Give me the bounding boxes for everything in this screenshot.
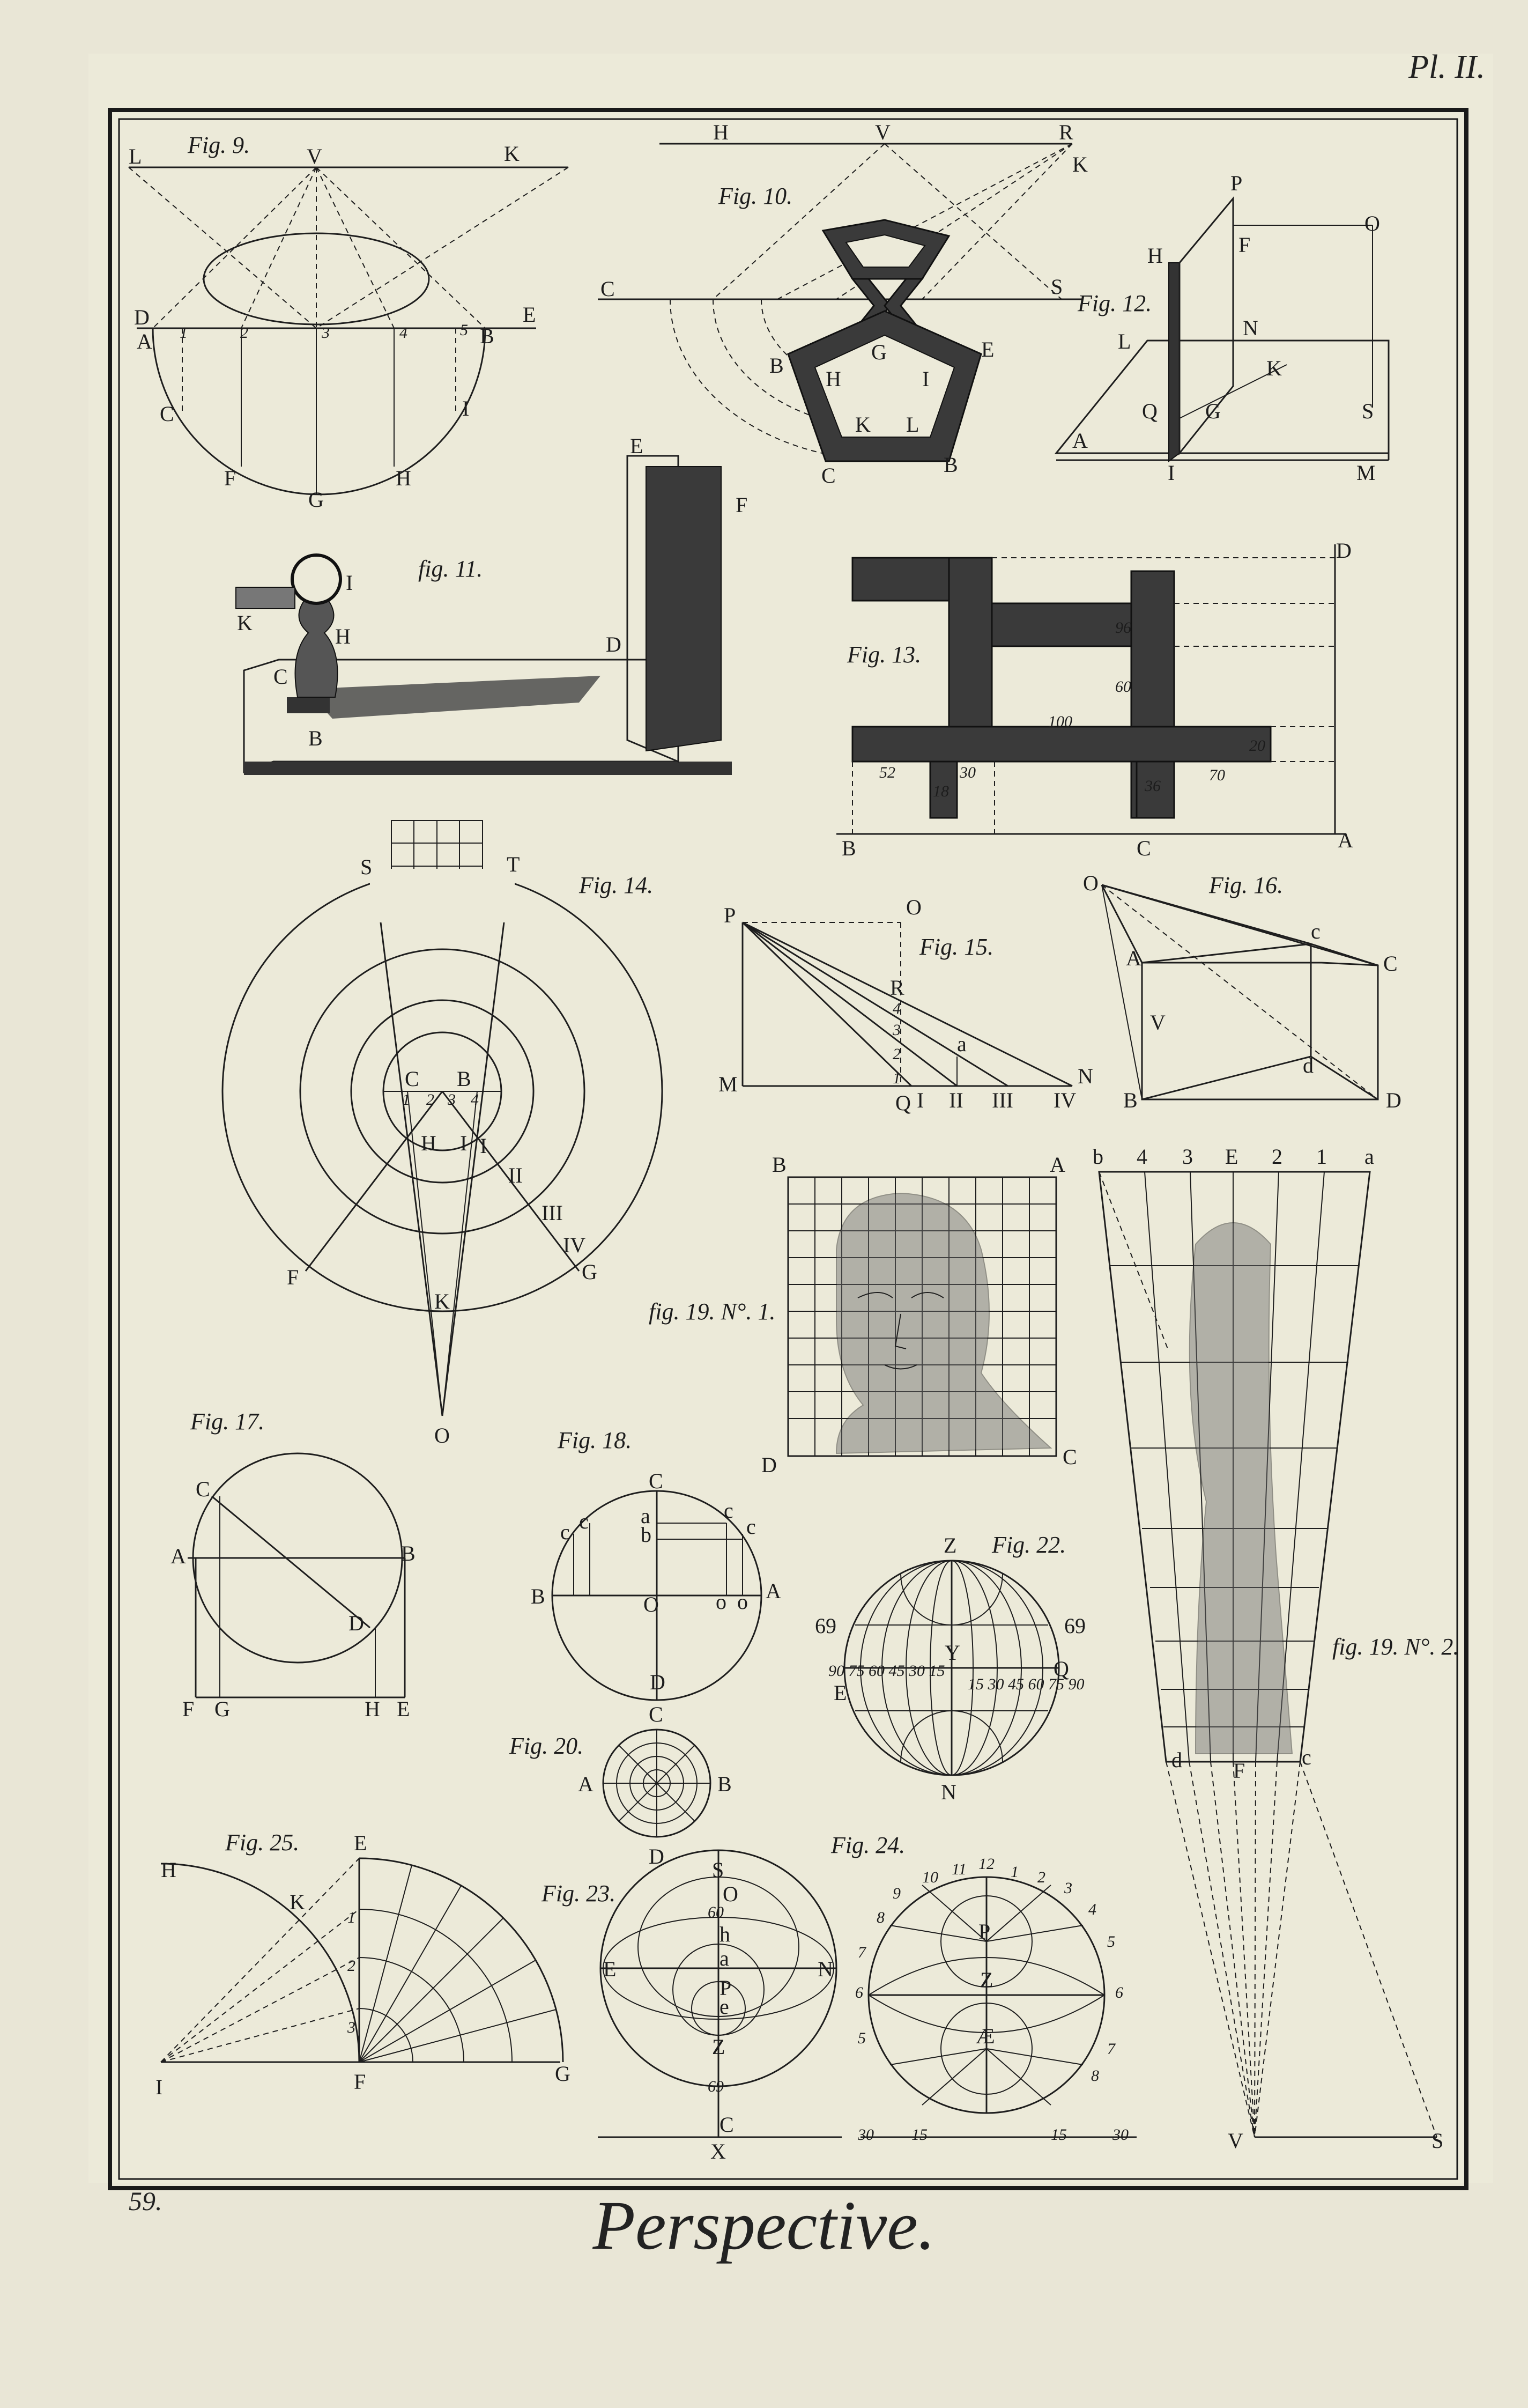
fig23-label-X: X <box>710 2139 726 2163</box>
fig23-label-a: a <box>720 1946 729 1970</box>
svg-text:15: 15 <box>1051 2126 1067 2144</box>
svg-text:30: 30 <box>858 2126 874 2144</box>
fig15-label-a: a <box>957 1032 967 1056</box>
fig16-label-d: d <box>1303 1053 1314 1077</box>
fig19b-label-d: d <box>1171 1748 1182 1772</box>
fig14-label-T: T <box>507 852 520 876</box>
fig12-label-S: S <box>1362 399 1374 423</box>
fig23-label-Z: Z <box>712 2035 725 2059</box>
fig11-label-D: D <box>606 632 621 656</box>
svg-text:4: 4 <box>1088 1901 1096 1918</box>
fig12-label-L: L <box>1118 329 1131 353</box>
fig18-label-o2: o <box>737 1590 748 1614</box>
fig-11-caption: fig. 11. <box>418 556 483 582</box>
fig10-label-R: R <box>1059 120 1073 144</box>
fig20-label-C: C <box>649 1702 663 1726</box>
fig11-label-E: E <box>630 434 643 458</box>
fig9-label-L: L <box>129 144 142 168</box>
fig-25-caption: Fig. 25. <box>225 1829 300 1856</box>
fig19b-label-S: S <box>1431 2129 1444 2153</box>
fig14-label-III: III <box>542 1201 563 1225</box>
fig22-label-69a: 69 <box>815 1614 836 1638</box>
fig10-label-B: B <box>769 353 784 378</box>
fig13-dim-96: 96 <box>1115 619 1131 637</box>
svg-text:4: 4 <box>893 1000 901 1017</box>
fig17-label-A: A <box>170 1544 186 1568</box>
fig12-label-F: F <box>1238 233 1251 257</box>
fig10-label-I: I <box>922 367 930 391</box>
fig9-label-C: C <box>160 402 174 426</box>
fig22-label-N: N <box>941 1780 956 1804</box>
fig10-label-C: C <box>600 277 615 301</box>
fig18-label-O: O <box>643 1592 659 1616</box>
fig18-label-c4: c <box>746 1515 756 1539</box>
fig15-label-M: M <box>718 1072 738 1096</box>
fig13-dim-60: 60 <box>1115 678 1131 696</box>
fig16-label-c: c <box>1311 919 1321 943</box>
fig-19-n2-caption: fig. 19. N°. 2. <box>1332 1634 1459 1660</box>
fig15-label-III: III <box>992 1088 1013 1112</box>
svg-text:6: 6 <box>855 1984 863 2001</box>
fig13-dim-20: 20 <box>1249 737 1265 755</box>
fig14-label-K: K <box>434 1289 450 1313</box>
fig19b-label-F: F <box>1233 1759 1245 1783</box>
fig9-label-E: E <box>523 302 536 327</box>
svg-text:3: 3 <box>322 324 330 342</box>
fig13-dim-18: 18 <box>933 782 949 800</box>
fig23-label-O: O <box>723 1882 738 1906</box>
svg-text:5: 5 <box>460 321 468 339</box>
fig9-label-G: G <box>308 487 324 512</box>
svg-text:7: 7 <box>1107 2040 1115 2058</box>
fig15-label-O: O <box>906 895 922 919</box>
fig14-label-I2: I <box>480 1134 487 1158</box>
svg-text:1: 1 <box>180 324 188 342</box>
fig-16-caption: Fig. 16. <box>1209 872 1284 898</box>
fig14-label-IV: IV <box>563 1233 586 1257</box>
fig22-label-Y: Y <box>945 1641 960 1665</box>
fig17-label-H: H <box>365 1697 380 1721</box>
fig9-label-I: I <box>462 396 470 420</box>
fig24-label-P: P <box>978 1919 991 1944</box>
fig23-label-N: N <box>818 1957 833 1981</box>
fig15-label-Q: Q <box>895 1091 911 1115</box>
fig14-label-I: I <box>460 1131 468 1155</box>
fig-13-caption: Fig. 13. <box>847 641 922 668</box>
fig11-label-F: F <box>736 493 748 517</box>
fig17-label-G: G <box>214 1697 230 1721</box>
fig10-label-E: E <box>981 337 995 361</box>
fig9-label-D: D <box>134 305 150 329</box>
fig13-label-A: A <box>1338 828 1353 852</box>
fig18-label-c3: c <box>724 1498 733 1523</box>
fig23-label-P: P <box>720 1976 732 2000</box>
svg-text:15 30 45 60 75 90: 15 30 45 60 75 90 <box>968 1675 1085 1693</box>
svg-text:6: 6 <box>1115 1984 1123 2001</box>
fig25-label-H: H <box>161 1858 176 1882</box>
fig14-label-F: F <box>287 1265 299 1289</box>
fig19b-label-V: V <box>1228 2129 1243 2153</box>
fig25-label-K: K <box>290 1890 305 1914</box>
fig25-label-E: E <box>354 1831 367 1855</box>
svg-text:3: 3 <box>893 1021 901 1039</box>
fig11-label-K: K <box>237 611 253 635</box>
fig19a-label-D: D <box>761 1453 777 1477</box>
fig22-label-69b: 69 <box>1064 1614 1086 1638</box>
svg-text:E: E <box>1225 1144 1238 1169</box>
svg-text:1: 1 <box>1316 1144 1327 1169</box>
svg-text:2: 2 <box>1272 1144 1282 1169</box>
fig22-label-Z: Z <box>944 1533 957 1557</box>
fig11-label-B: B <box>308 726 323 750</box>
fig17-label-E: E <box>397 1697 410 1721</box>
svg-text:8: 8 <box>1091 2067 1099 2085</box>
plate-number: Pl. II. <box>1408 49 1485 85</box>
fig20-label-D: D <box>649 1844 664 1868</box>
fig10-label-V: V <box>875 120 891 144</box>
fig23-label-h: h <box>720 1922 730 1946</box>
fig10-label-B2: B <box>944 453 958 477</box>
fig14-label-H: H <box>421 1131 436 1155</box>
fig-19-n1-caption: fig. 19. N°. 1. <box>649 1298 776 1325</box>
svg-text:2: 2 <box>426 1091 434 1109</box>
fig15-label-P: P <box>724 903 736 927</box>
fig19b-label-b: b <box>1093 1144 1103 1169</box>
fig15-label-N: N <box>1078 1064 1093 1088</box>
fig13-dim-36: 36 <box>1145 777 1161 795</box>
fig15-label-I: I <box>917 1088 924 1112</box>
fig12-label-H: H <box>1147 243 1163 268</box>
fig23-label-E: E <box>603 1957 617 1981</box>
fig13-label-D: D <box>1336 538 1352 563</box>
svg-text:1: 1 <box>347 1909 355 1926</box>
fig25-label-F: F <box>354 2070 366 2094</box>
fig-18-caption: Fig. 18. <box>558 1427 632 1453</box>
fig18-label-A: A <box>766 1579 781 1603</box>
fig-22-caption: Fig. 22. <box>992 1532 1066 1558</box>
fig16-label-D: D <box>1386 1088 1401 1112</box>
fig14-label-G: G <box>582 1260 597 1284</box>
fig12-label-I: I <box>1168 461 1175 485</box>
fig23-label-C: C <box>720 2112 734 2137</box>
svg-text:2: 2 <box>347 1957 355 1975</box>
fig16-label-C: C <box>1383 951 1398 976</box>
svg-text:11: 11 <box>952 1860 967 1878</box>
fig22-label-E: E <box>834 1681 847 1705</box>
fig25-label-I: I <box>155 2075 163 2099</box>
fig22-label-Q: Q <box>1054 1657 1069 1681</box>
svg-text:7: 7 <box>858 1944 866 1961</box>
fig18-label-c1: c <box>560 1520 570 1544</box>
fig16-label-V: V <box>1150 1010 1166 1035</box>
fig20-label-B: B <box>717 1772 732 1796</box>
svg-text:10: 10 <box>922 1868 938 1886</box>
fig18-label-o1: o <box>716 1590 726 1614</box>
svg-text:5: 5 <box>858 2029 866 2047</box>
svg-text:69: 69 <box>708 2078 724 2095</box>
fig14-label-II: II <box>508 1163 523 1187</box>
fig11-label-C: C <box>273 664 288 689</box>
fig10-label-H: H <box>713 120 729 144</box>
fig11-label-H: H <box>335 624 351 648</box>
fig12-label-K: K <box>1266 356 1282 380</box>
fig15-label-R: R <box>890 976 904 1000</box>
fig15-label-IV: IV <box>1054 1088 1077 1112</box>
svg-text:2: 2 <box>893 1045 901 1063</box>
svg-text:4: 4 <box>471 1091 479 1109</box>
svg-text:2: 2 <box>240 324 248 342</box>
fig18-label-a: a <box>641 1504 650 1528</box>
fig23-label-e: e <box>720 1995 729 2019</box>
fig9-label-F: F <box>224 466 236 490</box>
svg-text:60: 60 <box>708 1903 724 1921</box>
fig-10-caption: Fig. 10. <box>718 183 793 209</box>
fig10-label-S: S <box>1051 275 1063 299</box>
svg-text:4: 4 <box>399 324 407 342</box>
fig18-label-c2: c <box>579 1509 589 1533</box>
fig12-label-P: P <box>1230 171 1243 195</box>
svg-text:2: 2 <box>1037 1868 1045 1886</box>
fig-20-caption: Fig. 20. <box>509 1733 584 1759</box>
fig13-label-B: B <box>842 836 856 860</box>
fig17-label-B: B <box>401 1541 416 1565</box>
fig19a-label-A: A <box>1050 1153 1065 1177</box>
fig12-label-O: O <box>1364 211 1380 235</box>
fig9-label-A: A <box>137 329 152 353</box>
fig16-label-B: B <box>1123 1088 1138 1112</box>
fig17-label-D: D <box>348 1611 364 1635</box>
fig9-label-K: K <box>504 142 520 166</box>
fig24-label-AE: Æ <box>976 2024 995 2048</box>
fig18-label-b: b <box>641 1523 651 1547</box>
fig13-dim-70: 70 <box>1209 766 1225 784</box>
fig25-label-G: G <box>555 2062 570 2086</box>
fig-15-caption: Fig. 15. <box>919 934 994 960</box>
fig-9-caption: Fig. 9. <box>188 132 250 158</box>
svg-text:30: 30 <box>1112 2126 1129 2144</box>
svg-text:3: 3 <box>347 2019 355 2036</box>
fig11-label-I: I <box>346 571 353 595</box>
fig12-label-G: G <box>1205 399 1221 423</box>
svg-text:3: 3 <box>1064 1879 1072 1897</box>
svg-text:1: 1 <box>402 1091 410 1109</box>
fig16-label-A: A <box>1126 946 1141 970</box>
fig10-label-K: K <box>1072 152 1088 176</box>
fig9-label-B: B <box>480 324 494 348</box>
fig13-dim-52: 52 <box>879 764 895 781</box>
fig-24-caption: Fig. 24. <box>831 1832 906 1858</box>
fig23-label-S: S <box>712 1858 724 1882</box>
page-number: 59. <box>129 2186 162 2216</box>
fig14-label-C: C <box>405 1067 419 1091</box>
fig19a-label-C: C <box>1063 1445 1077 1469</box>
fig10-label-C2: C <box>821 463 836 487</box>
fig16-label-O: O <box>1083 871 1099 895</box>
svg-text:90 75 60 45 30 15: 90 75 60 45 30 15 <box>828 1662 945 1680</box>
fig13-dim-30: 30 <box>960 764 976 781</box>
fig12-label-Q: Q <box>1142 399 1158 423</box>
fig9-label-V: V <box>307 144 322 168</box>
fig18-label-D: D <box>650 1670 665 1694</box>
svg-text:3: 3 <box>1182 1144 1193 1169</box>
fig14-label-B: B <box>457 1067 471 1091</box>
svg-text:8: 8 <box>877 1909 885 1926</box>
fig12-label-N: N <box>1243 316 1258 340</box>
fig17-label-F: F <box>182 1697 195 1721</box>
fig18-label-C: C <box>649 1469 663 1493</box>
svg-text:a: a <box>1364 1144 1374 1169</box>
fig19b-label-c: c <box>1302 1745 1311 1769</box>
fig-12-caption: Fig. 12. <box>1078 290 1152 316</box>
fig20-label-A: A <box>578 1772 594 1796</box>
fig12-label-M: M <box>1356 461 1376 485</box>
svg-text:3: 3 <box>448 1091 456 1109</box>
fig-14-caption: Fig. 14. <box>579 872 654 898</box>
fig10-label-G: G <box>871 340 887 364</box>
svg-text:9: 9 <box>893 1885 901 1902</box>
paper-area <box>88 54 1493 2183</box>
fig14-label-S: S <box>360 855 373 879</box>
fig14-label-O: O <box>434 1423 450 1447</box>
fig18-label-B: B <box>531 1584 545 1608</box>
fig19a-label-B: B <box>772 1153 787 1177</box>
fig10-label-H2: H <box>826 367 841 391</box>
fig10-label-L: L <box>906 412 919 437</box>
svg-text:1: 1 <box>1011 1863 1019 1881</box>
svg-text:1: 1 <box>893 1069 901 1087</box>
fig-17-caption: Fig. 17. <box>190 1408 265 1435</box>
fig9-label-H: H <box>396 466 411 490</box>
fig13-label-C: C <box>1137 836 1151 860</box>
fig15-label-II: II <box>949 1088 963 1112</box>
fig-23-caption: Fig. 23. <box>542 1880 616 1907</box>
plate-title: Perspective. <box>592 2187 936 2264</box>
svg-text:4: 4 <box>1137 1144 1147 1169</box>
fig24-label-Z: Z <box>980 1968 993 1992</box>
fig10-label-K2: K <box>855 412 871 437</box>
svg-text:15: 15 <box>911 2126 928 2144</box>
svg-text:5: 5 <box>1107 1933 1115 1951</box>
fig12-label-A: A <box>1072 429 1088 453</box>
fig17-label-C: C <box>196 1477 210 1501</box>
fig13-dim-100: 100 <box>1048 713 1072 730</box>
svg-text:12: 12 <box>978 1855 995 1873</box>
